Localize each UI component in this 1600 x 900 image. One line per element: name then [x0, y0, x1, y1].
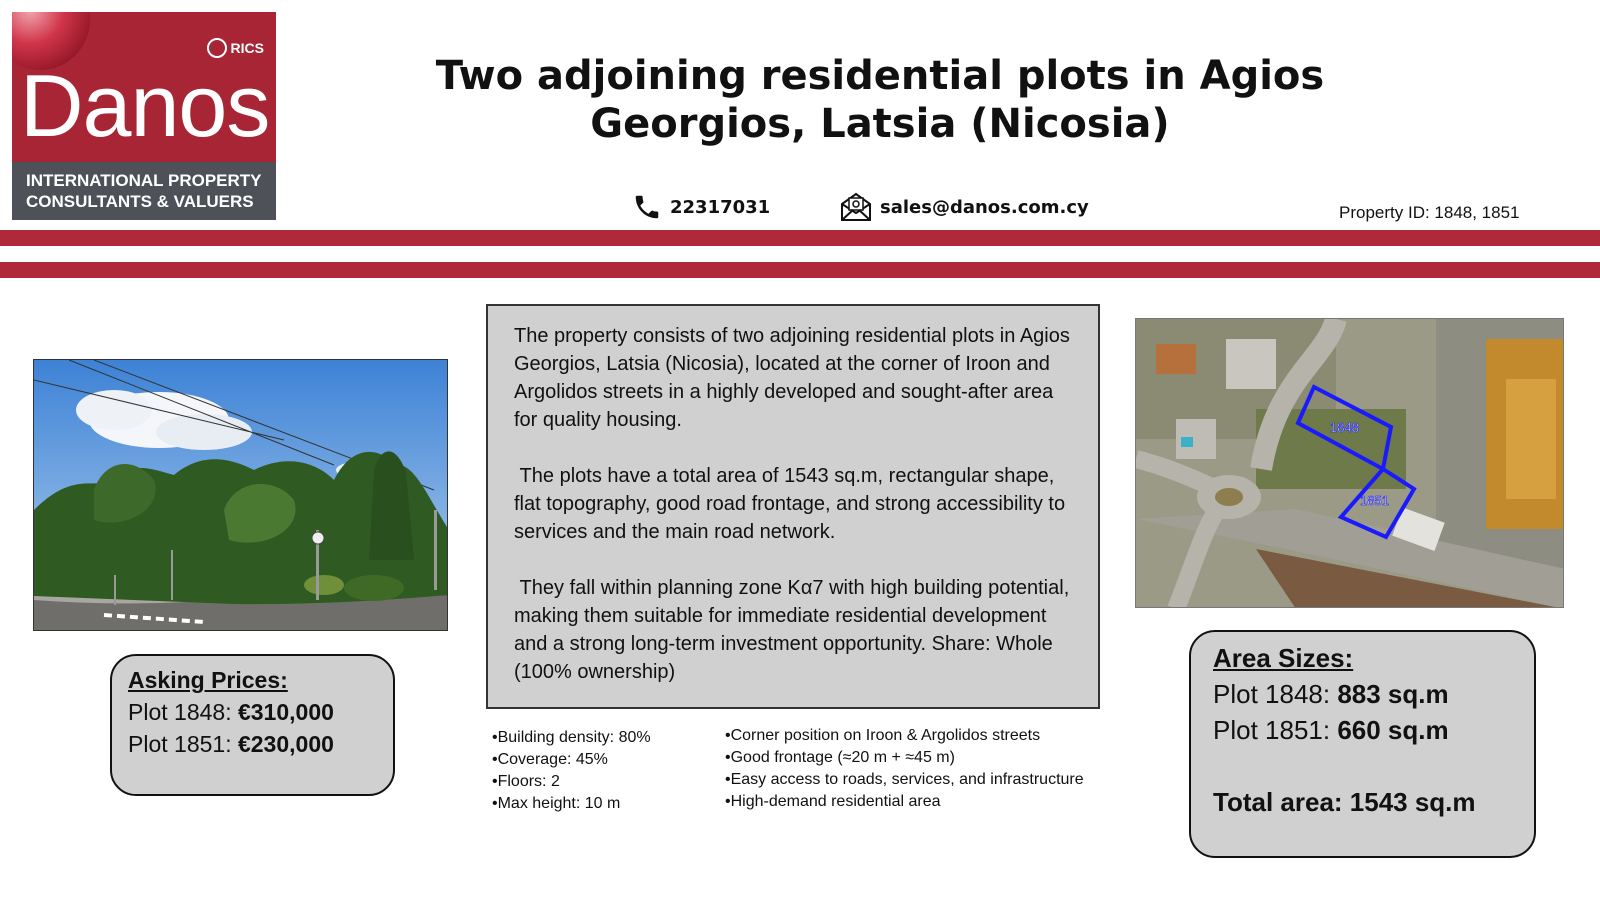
price-row-1851: [128, 728, 377, 760]
area-label-1848: Plot 1848:: [1213, 679, 1338, 709]
price-value-1848: €310,000: [237, 699, 334, 725]
map-label-1848: 1848: [1330, 420, 1359, 435]
description-paragraph-3: They fall within planning zone Kα7 with high building potential, making them suitable for immediate residential development and a strong long-term investment opportunity. Share: Whole (100% ownership): [514, 577, 1070, 683]
spec-item: •Max height: 10 m: [492, 795, 621, 812]
description-panel: [486, 304, 1100, 709]
area-row-1848: [1213, 676, 1512, 712]
spec-item: •Building density: 80%: [492, 729, 651, 746]
feature-item: •High-demand residential area: [725, 793, 941, 810]
phone-number[interactable]: 22317031: [670, 196, 771, 218]
area-spacer: [1213, 748, 1512, 784]
total-area: Total area: 1543 sq.m: [1213, 787, 1476, 817]
feature-item: •Easy access to roads, services, and infrastructure: [725, 771, 1084, 788]
specs-list: [492, 727, 651, 815]
header-stripe-1: [0, 230, 1600, 246]
email-contact[interactable]: [840, 192, 1089, 222]
rics-lion-icon: [207, 38, 227, 58]
price-label-1851: Plot 1851:: [128, 731, 238, 757]
features-list: [725, 725, 1084, 813]
phone-contact[interactable]: [632, 192, 770, 222]
logo-tagline: [26, 170, 262, 212]
description-paragraph-1: The property consists of two adjoining residential plots in Agios Georgios, Latsia (Nicosia), located at the corner of Iroon and Argolidos streets in a highly developed and sought-after area for quality housing.: [514, 325, 1070, 431]
price-value-1851: €230,000: [237, 731, 334, 757]
feature-item: •Good frontage (≈20 m + ≈45 m): [725, 749, 955, 766]
title-line1: Two adjoining residential plots in Agios: [435, 53, 1325, 99]
logo-tagline-line2: CONSULTANTS & VALUERS: [26, 192, 254, 211]
spec-item: •Coverage: 45%: [492, 751, 608, 768]
asking-prices-heading: Asking Prices:: [128, 667, 288, 693]
area-value-1848: 883 sq.m: [1337, 679, 1449, 709]
description-paragraph-2: The plots have a total area of 1543 sq.m, rectangular shape, flat topography, good road frontage, and strong accessibility to services and the main road network.: [514, 465, 1066, 543]
area-sizes-box: [1189, 630, 1536, 858]
logo-tagline-line1: INTERNATIONAL PROPERTY: [26, 171, 262, 190]
asking-prices-box: [110, 654, 395, 796]
title-line2: Georgios, Latsia (Nicosia): [590, 101, 1170, 147]
rics-badge: [207, 38, 264, 58]
aerial-map-illustration: [1136, 319, 1564, 608]
area-sizes-heading: Area Sizes:: [1213, 643, 1354, 673]
property-id: Property ID: 1848, 1851: [1339, 203, 1520, 222]
rics-label: RICS: [230, 40, 264, 56]
street-photo: [33, 359, 448, 631]
aerial-map: [1135, 318, 1564, 608]
price-label-1848: Plot 1848:: [128, 699, 238, 725]
street-photo-illustration: [34, 360, 448, 631]
page-title: [380, 52, 1380, 148]
logo-name: Danos: [20, 56, 270, 155]
area-value-1851: 660 sq.m: [1337, 715, 1449, 745]
area-label-1851: Plot 1851:: [1213, 715, 1338, 745]
logo-red-panel: [12, 12, 276, 162]
spec-item: •Floors: 2: [492, 773, 560, 790]
map-label-1851: 1851: [1360, 493, 1389, 508]
price-row-1848: [128, 696, 377, 728]
area-row-1851: [1213, 712, 1512, 748]
email-address[interactable]: sales@danos.com.cy: [880, 196, 1089, 218]
header-stripe-2: [0, 262, 1600, 278]
feature-item: •Corner position on Iroon & Argolidos streets: [725, 727, 1041, 744]
company-logo: [12, 12, 276, 220]
envelope-icon: [840, 192, 872, 222]
phone-icon: [632, 192, 662, 222]
